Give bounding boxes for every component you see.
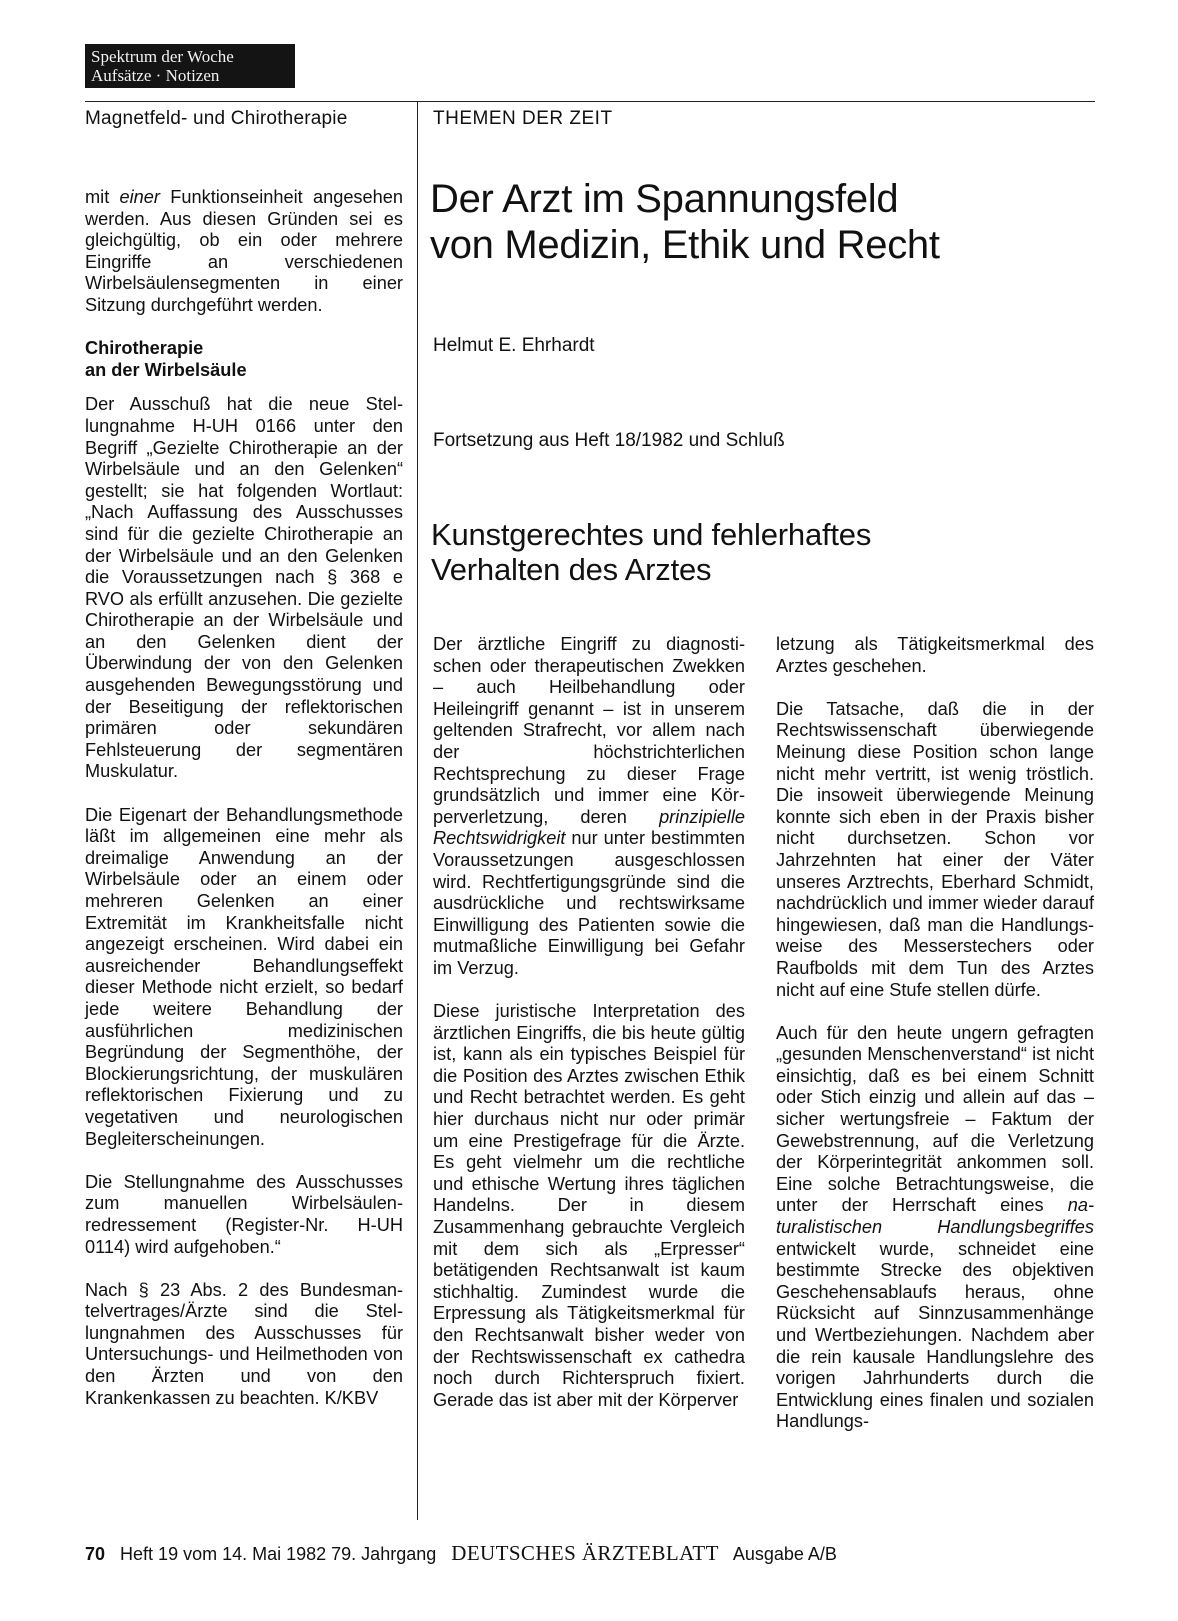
section-badge-line2: Aufsätze · Notizen bbox=[91, 66, 220, 85]
left-paragraph: mit einer Funktionseinheit angesehen werden. Aus diesen Gründen sei es gleichgültig, ob ein oder mehrere Eingriffe an verschiedenen Wirbelsäulensegmenten in einer Sitzung durchgeführt werden. bbox=[85, 187, 403, 315]
left-paragraph: Die Eigenart der Behandlungsmethode läßt im allgemeinen eine mehr als dreimalige Anwendung an der Wirbelsäule oder an einem oder mehreren Gelenken an einer Extremität im Krankheitsfalle nicht angezeigt erscheinen. Wird dabei ein ausreichender Behandlungseffekt dieser Methode nicht erzielt, so bedarf jede weitere Behandlung der ausführlichen medizinischen Begründung der Segmenthöhe, der Blockierungsrichtung, der muskulären reflektorischen Fixierung und zu vegetativen und neurologischen Begleiterscheinungen. bbox=[85, 804, 403, 1149]
edition-info: Ausgabe A/B bbox=[732, 1544, 837, 1564]
article-author: Helmut E. Ehrhardt bbox=[433, 335, 595, 356]
right-paragraph: Auch für den heute ungern gefragten „gesunden Menschenverstand“ ist nicht einsichtig, daß es bei einem Schnitt oder Stich einzig und allein auf das – sicher wertungsfreie – Faktum der Gewebstrennung, auf die Verletzung der Körperintegrität ankommen soll. Eine solche Betrachtungsweise, die unter der Herrschaft eines naturalistischen Handlungsbegriffes entwickelt wurde, schneidet eine bestimmte Strecke des objektiven Geschehensablaufs heraus, ohne Rücksicht auf Sinnzusammenhänge und Wertbeziehungen. Nachdem aber die rein kausale Handlungslehre des vorigen Jahrhunderts durch die Entwicklung eines finalen und sozialen Handlungs- bbox=[776, 1022, 1094, 1432]
left-paragraph: Nach § 23 Abs. 2 des Bundesmantelvertrages/Ärzte sind die Stellungnahmen des Ausschusses für Untersuchungs- und Heilmethoden von den Ärzten und von den Krankenkassen zu beachten. K/KBV bbox=[85, 1279, 403, 1408]
left-paragraph: Die Stellungnahme des Ausschusses zum manuellen Wirbelsäulenredressement (Register-Nr. H-UH 0114) wird aufgehoben.“ bbox=[85, 1171, 403, 1257]
right-paragraph: letzung als Tätigkeitsmerkmal des Arztes geschehen. bbox=[776, 634, 1094, 676]
section-badge-line1: Spektrum der Woche bbox=[91, 47, 234, 66]
page-footer bbox=[85, 1541, 837, 1566]
middle-paragraph: Diese juristische Interpretation des ärztlichen Eingriffs, die bis heute gültig ist, kann als ein typisches Beispiel für die Position des Arztes zwischen Ethik und Recht betrachtet werden. Es geht hier durchaus nicht nur oder primär um eine Prestigefrage für die Ärzte. Es geht vielmehr um die rechtliche und ethische Wertung ihres täglichen Handelns. Der in diesem Zusammenhang gebrauchte Vergleich mit dem sich als „Erpresser“ betätigenden Rechtsanwalt ist kaum stichhaltig. Zumindest wurde die Erpressung als Tätigkeitsmerkmal für den Rechtsanwalt bisher weder von der Rechtswissenschaft ex cathedra noch durch Richterspruch fixiert. Gerade das ist aber mit der Körperver bbox=[433, 1001, 745, 1410]
emphasis: prinzipielle Rechtswidrigkeit bbox=[433, 806, 745, 849]
left-paragraph: Der Ausschuß hat die neue Stellungnahme H-UH 0166 unter den Begriff „Gezielte Chirotherapie an der Wirbelsäule und an den Gelenken“ gestellt; sie hat folgenden Wortlaut: „Nach Auffassung des Ausschusses sind für die gezielte Chirotherapie an der Wirbelsäule und an den Gelenken die Voraussetzungen nach § 368 e RVO als erfüllt anzusehen. Die gezielte Chirotherapie an der Wirbelsäule und an den Gelenken dient der Überwindung der von den Gelenken ausgehenden Bewegungsstörung und der Beseitigung der reflektorischen primären oder sekundären Fehlsteuerung der segmentären Muskulatur. bbox=[85, 394, 403, 782]
section-heading: Chirotherapie an der Wirbelsäule bbox=[85, 338, 247, 380]
emphasis: naturalistischen Handlungsbegriffes bbox=[776, 1195, 1094, 1238]
right-paragraph: Die Tatsache, daß die in der Rechtswissenschaft überwiegende Meinung diese Position schon lange nicht mehr vertritt, ist wenig tröstlich. Die insoweit überwiegende Meinung konnte sich eben in der Praxis bisher nicht durchsetzen. Schon vor Jahrzehnten hat einer der Väter unseres Arztrechts, Eberhard Schmidt, nachdrücklich und immer wieder darauf hingewiesen, daß man die Handlungsweise des Messerstechers oder Raufbolds mit dem Tun des Arztes nicht auf eine Stufe stellen dürfe. bbox=[776, 698, 1094, 1000]
journal-name: DEUTSCHES ÄRZTEBLATT bbox=[451, 1541, 719, 1565]
article-subtitle: Kunstgerechtes und fehlerhaftes Verhalten des Arztes bbox=[431, 517, 872, 587]
section-badge bbox=[85, 44, 295, 88]
left-column bbox=[85, 187, 403, 1409]
right-column bbox=[776, 634, 1094, 1433]
emphasis: einer bbox=[119, 187, 160, 207]
column-divider bbox=[417, 101, 418, 1520]
header-rule bbox=[85, 101, 1095, 102]
page-number: 70 bbox=[85, 1544, 106, 1564]
article-title: Der Arzt im Spannungsfeld von Medizin, Ethik und Recht bbox=[430, 177, 940, 267]
middle-column bbox=[433, 634, 745, 1411]
issue-info: Heft 19 vom 14. Mai 1982 79. Jahrgang bbox=[120, 1544, 437, 1564]
right-column-header: THEMEN DER ZEIT bbox=[433, 108, 613, 129]
left-column-header: Magnetfeld- und Chirotherapie bbox=[85, 108, 348, 129]
continuation-note: Fortsetzung aus Heft 18/1982 und Schluß bbox=[433, 430, 785, 451]
middle-paragraph: Der ärztliche Eingriff zu diagnostischen oder therapeutischen Zwekken – auch Heilbehandlung oder Heileingriff genannt – ist in unserem geltenden Strafrecht, vor allem nach der höchstrichterlichen Rechtsprechung zu dieser Frage grundsätzlich und immer eine Körperverletzung, deren prinzipielle Rechtswidrigkeit nur unter bestimmten Voraussetzungen ausgeschlossen wird. Rechtfertigungsgründe sind die ausdrückliche und rechtswirksame Einwilligung des Patienten sowie die mutmaßliche Einwilligung bei Gefahr im Verzug. bbox=[433, 634, 745, 978]
